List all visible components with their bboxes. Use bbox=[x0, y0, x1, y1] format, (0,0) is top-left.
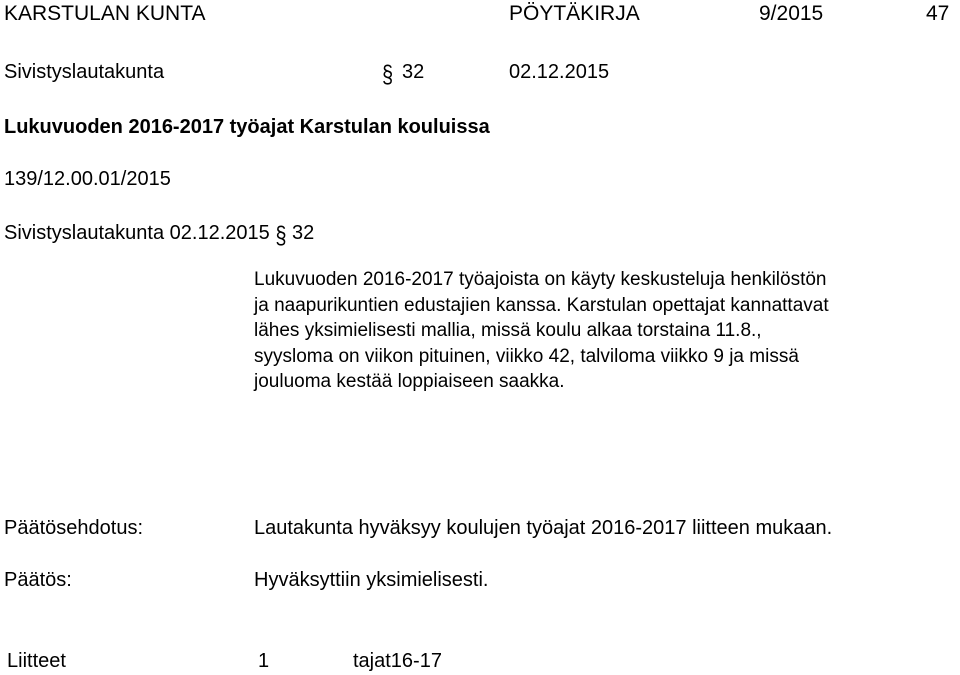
document-type: PÖYTÄKIRJA bbox=[509, 2, 640, 25]
proposal-label: Päätösehdotus: bbox=[4, 517, 143, 539]
decision-label: Päätös: bbox=[4, 569, 72, 591]
proposal-text: Lautakunta hyväksyy koulujen työajat 2016-2017 liitteen mukaan. bbox=[254, 517, 833, 539]
page-number: 47 bbox=[926, 2, 950, 25]
body-line: jouluoma kestää loppiaiseen saakka. bbox=[254, 371, 565, 393]
handling-section-sign-icon: § bbox=[275, 222, 287, 250]
attachment-name: tajat16-17 bbox=[353, 650, 442, 672]
item-title: Lukuvuoden 2016-2017 työajat Karstulan kouluissa bbox=[4, 116, 490, 138]
body-line: Lukuvuoden 2016-2017 työajoista on käyty keskusteluja henkilöstön bbox=[254, 269, 827, 290]
handling-board: Sivistyslautakunta bbox=[4, 222, 165, 244]
body-line: syysloma on viikon pituinen, viikko 42, talviloma viikko 9 ja missä bbox=[254, 345, 799, 367]
section-sign-icon: § bbox=[382, 61, 394, 89]
decision-text: Hyväksyttiin yksimielisesti. bbox=[254, 569, 489, 591]
attachment-number: 1 bbox=[258, 650, 270, 672]
meeting-date: 02.12.2015 bbox=[509, 61, 610, 83]
reference-number: 139/12.00.01/2015 bbox=[4, 168, 171, 190]
municipality-name: KARSTULAN KUNTA bbox=[4, 2, 206, 25]
body-line: lähes yksimielisesti mallia, missä koulu alkaa torstaina 11.8., bbox=[254, 320, 762, 342]
handling-line bbox=[4, 221, 315, 250]
handling-section: 32 bbox=[292, 222, 315, 244]
board-name: Sivistyslautakunta bbox=[4, 61, 165, 83]
body-paragraph bbox=[254, 267, 954, 395]
document-number: 9/2015 bbox=[759, 2, 824, 25]
body-line: ja naapurikuntien edustajien kanssa. Karstulan opettajat kannattavat bbox=[254, 294, 829, 316]
attachments-label: Liitteet bbox=[7, 650, 66, 672]
section-number: 32 bbox=[402, 61, 425, 83]
handling-date: 02.12.2015 bbox=[169, 222, 270, 244]
